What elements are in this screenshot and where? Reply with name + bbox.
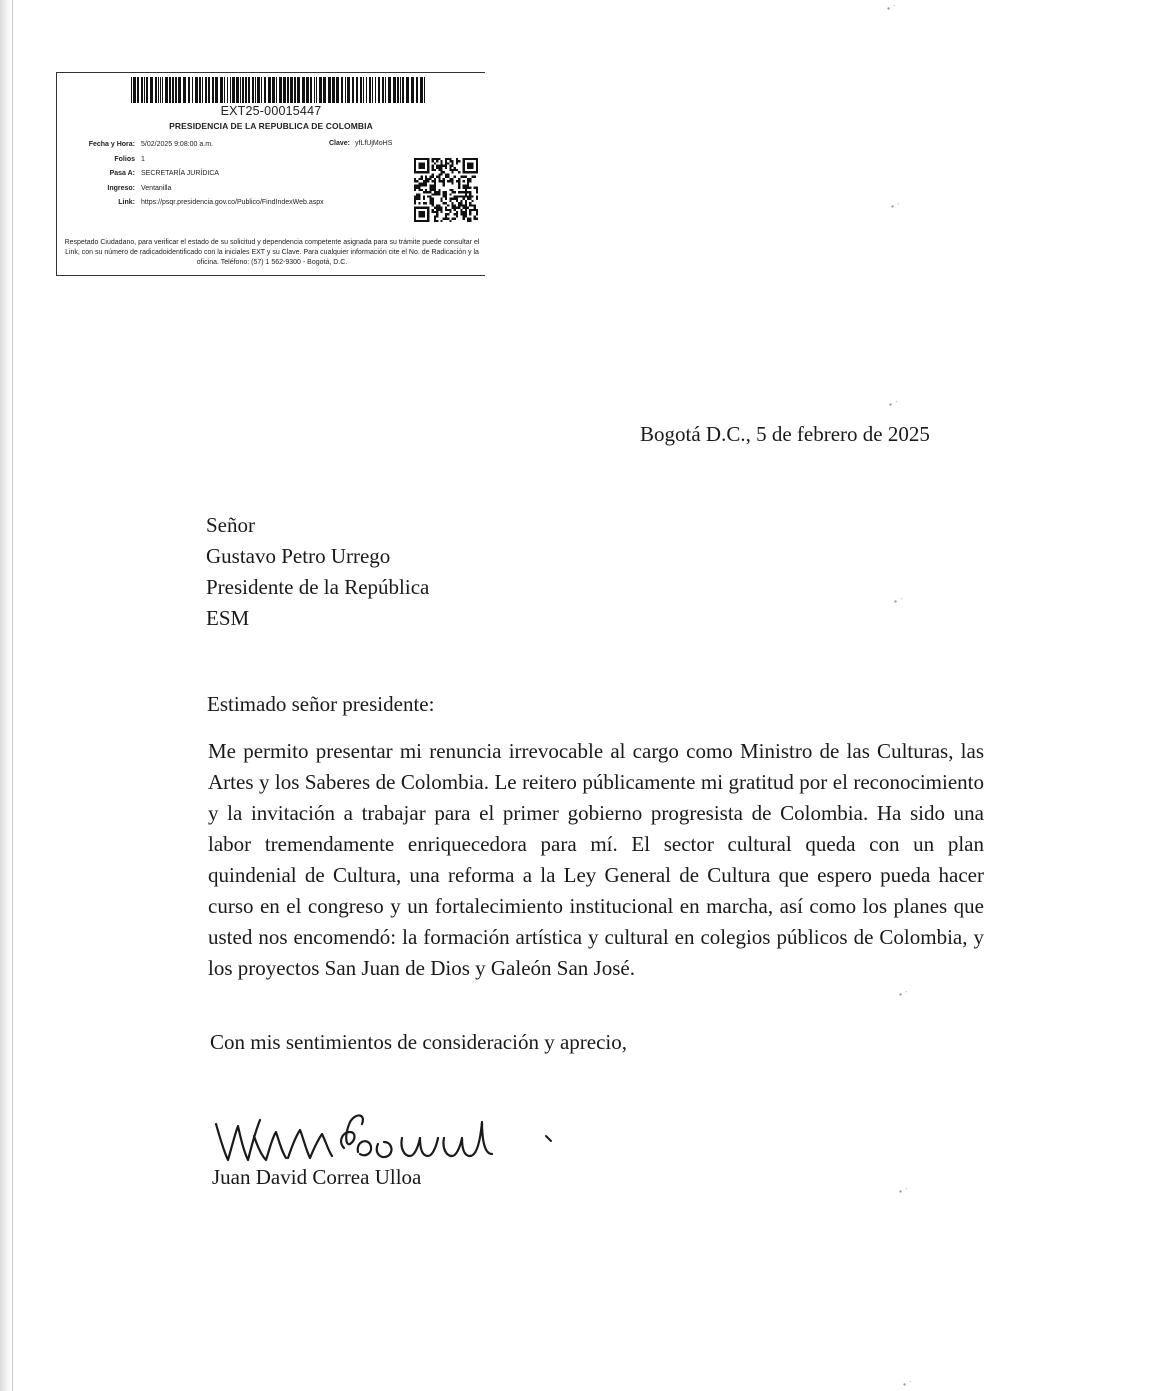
stamp-field-label: Link: bbox=[118, 199, 135, 206]
stamp-field-folios bbox=[57, 156, 145, 163]
stamp-field-value: 5/02/2025 9:08:00 a.m. bbox=[141, 141, 213, 148]
page-shadow-edge bbox=[0, 0, 12, 1391]
stamp-field-label: Pasa A: bbox=[109, 170, 135, 177]
stamp-field-label: Ingreso: bbox=[107, 185, 135, 192]
recipient-block bbox=[206, 510, 429, 634]
scan-speck: ∙ ′ bbox=[890, 202, 900, 211]
stamp-organization: PRESIDENCIA DE LA REPUBLICA DE COLOMBIA bbox=[169, 121, 373, 131]
stamp-field-pasa-a bbox=[57, 170, 219, 177]
stamp-field-ingreso bbox=[57, 185, 171, 192]
stamp-field-value: SECRETARÍA JURÍDICA bbox=[141, 170, 220, 177]
body-paragraph: Me permito presentar mi renuncia irrevocable al cargo como Ministro de las Culturas, las Artes y los Saberes de Colombia. Le reitero públicamente mi gratitud por el reconocimiento y la invitación a trabajar para el primer gobierno progresista de Colombia. Ha sido una labor tremendamente enriquecedora para mí. El sector cultural queda con un plan quindenial de Cultura, una reforma a la Ley General de Cultura que espero pueda hacer curso en el congreso y un fortalecimiento institucional en marcha, así como los planes que usted nos encomendó: la formación artística y cultural en colegios públicos de Colombia, y los proyectos San Juan de Dios y Galeón San José. bbox=[208, 739, 984, 980]
scan-speck: ∙ ′ bbox=[898, 990, 908, 999]
stamp-field-value: Ventanilla bbox=[141, 185, 172, 192]
recipient-name: Gustavo Petro Urrego bbox=[206, 544, 391, 568]
stamp-field-fecha bbox=[57, 141, 213, 148]
recipient-title: Presidente de la República bbox=[206, 575, 430, 599]
qr-code bbox=[414, 158, 478, 222]
signer-name: Juan David Correa Ulloa bbox=[212, 1165, 422, 1189]
barcode bbox=[131, 77, 427, 103]
stamp-clave-label: Clave: bbox=[329, 140, 351, 147]
radicado-number: EXT25-00015447 bbox=[220, 104, 322, 118]
stamp-field-link bbox=[57, 199, 324, 206]
scan-speck: ∙ ′ bbox=[886, 4, 896, 13]
scan-speck: ∙ ′ bbox=[902, 1380, 912, 1389]
handwritten-signature bbox=[210, 1098, 560, 1168]
stamp-clave bbox=[329, 140, 392, 147]
stamp-clave-value: yfLfUjMoHS bbox=[355, 140, 393, 147]
radicado-stamp bbox=[56, 72, 485, 276]
stamp-field-label: Fecha y Hora: bbox=[88, 141, 135, 148]
scan-speck: ∙ ′ bbox=[898, 1187, 908, 1196]
stamp-notice: Respetado Ciudadano, para verificar el estado de su solicitud y dependencia competente asignada para su trámite puede consultar el Link, con su número de radicadoidentificado con la iniciales EXT y su Clave. Para cualquier información cite el No. de Radicación y la oficina. Teléfono: (57) 1 562-9300 - Bogotá, D.C. bbox=[64, 239, 480, 266]
recipient-line: Señor bbox=[206, 513, 255, 537]
closing: Con mis sentimientos de consideración y aprecio, bbox=[210, 1030, 627, 1054]
letter-date: Bogotá D.C., 5 de febrero de 2025 bbox=[640, 422, 930, 446]
salutation: Estimado señor presidente: bbox=[207, 692, 435, 716]
recipient-line: ESM bbox=[206, 606, 250, 630]
page-edge-line bbox=[12, 0, 13, 1391]
stamp-field-label: Folios bbox=[114, 156, 135, 163]
scan-speck: ∙ ′ bbox=[893, 597, 903, 606]
scan-speck: ∙ ′ bbox=[888, 400, 898, 409]
stamp-field-value: 1 bbox=[141, 156, 145, 163]
stamp-link[interactable]: https://psqr.presidencia.gov.co/Publico/FindIndexWeb.aspx bbox=[141, 199, 324, 206]
